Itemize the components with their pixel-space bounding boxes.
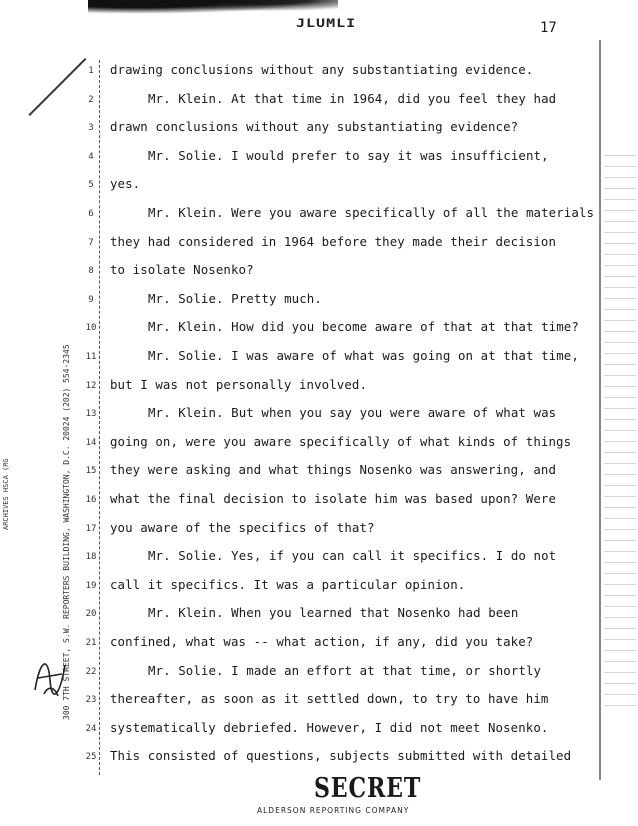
- transcript-line: drawn conclusions without any substantiating evidence?: [110, 119, 519, 135]
- line-number: 8: [88, 266, 94, 277]
- transcript-line: Mr. Klein. But when you say you were aware of what was: [148, 405, 557, 421]
- transcript-line: but I was not personally involved.: [110, 376, 368, 392]
- transcript-line: thereafter, as soon as it settled down, to try to have him: [110, 691, 549, 707]
- transcript-line: to isolate Nosenko?: [110, 262, 254, 278]
- transcript-line: confined, what was -- what action, if any, did you take?: [110, 634, 534, 649]
- line-number: 12: [85, 380, 97, 391]
- line-number: 10: [85, 323, 97, 334]
- line-number: 17: [85, 523, 97, 534]
- line-number: 22: [85, 666, 97, 677]
- line-number: 13: [85, 409, 97, 420]
- footer-company: ALDERSON REPORTING COMPANY: [257, 806, 410, 815]
- header-classification-mark: JLUMLI: [296, 16, 357, 30]
- footer-classification: SECRET: [314, 773, 422, 805]
- line-number: 20: [85, 609, 97, 620]
- line-number: 6: [88, 209, 94, 219]
- margin-pen-stroke: [28, 58, 86, 116]
- line-number: 24: [85, 723, 97, 734]
- line-number: 1: [88, 66, 94, 76]
- transcript-line: Mr. Solie. I would prefer to say it was insufficient,: [148, 147, 549, 163]
- transcript-line: Mr. Solie. I was aware of what was going on at that time,: [148, 348, 579, 363]
- top-scan-smudge: [88, 0, 338, 16]
- archive-stamp: [2, 290, 16, 530]
- transcript-line: Mr. Klein. At that time in 1964, did you feel they had: [148, 90, 557, 106]
- right-margin-rule: [599, 40, 601, 780]
- transcript-line: Mr. Klein. How did you become aware of that at that time?: [148, 319, 579, 335]
- line-number: 4: [88, 151, 94, 162]
- left-margin-rule: [99, 60, 101, 775]
- line-number: 11: [85, 352, 97, 362]
- transcript-line: Mr. Klein. Were you aware specifically of all the materials: [148, 205, 595, 220]
- line-number: 23: [85, 695, 97, 706]
- transcript-line: going on, were you aware specifically of what kinds of things: [110, 433, 572, 449]
- reporter-address-text: 300 7TH STREET, S.W. REPORTERS BUILDING, WASHINGTON, D.C. 20024 (202) 554-2345: [62, 344, 71, 720]
- line-number: 16: [85, 495, 97, 505]
- line-number: 25: [85, 752, 97, 763]
- line-number: 15: [85, 466, 97, 477]
- transcript-line: what the final decision to isolate him was based upon? Were: [110, 491, 557, 506]
- transcript-line: Mr. Solie. Yes, if you can call it specifics. I do not: [148, 548, 557, 564]
- line-number: 19: [85, 580, 97, 591]
- transcript-line: Mr. Klein. When you learned that Nosenko had been: [148, 605, 519, 621]
- transcript-line: Mr. Solie. Pretty much.: [148, 290, 322, 306]
- archive-stamp-text: ARCHIVES HSCA (RG: [2, 458, 10, 530]
- transcript-line: call it specifics. It was a particular opinion.: [110, 576, 466, 592]
- transcript-line: This consisted of questions, subjects submitted with detailed: [110, 748, 572, 764]
- transcript-line: they were asking and what things Nosenko was answering, and: [110, 462, 557, 478]
- transcript-line: systematically debriefed. However, I did not meet Nosenko.: [110, 719, 549, 735]
- line-number: 14: [85, 437, 97, 448]
- scan-edge-noise: [604, 150, 636, 710]
- transcript-line: yes.: [110, 176, 141, 192]
- transcript-line: drawing conclusions without any substantiating evidence.: [110, 62, 534, 77]
- line-number: 9: [88, 294, 94, 305]
- page-number: 17: [540, 20, 557, 36]
- line-number: 2: [88, 94, 94, 105]
- line-number: 18: [85, 552, 97, 563]
- transcript-line: Mr. Solie. I made an effort at that time, or shortly: [148, 662, 542, 678]
- line-number: 7: [88, 237, 94, 248]
- transcript-line: you aware of the specifics of that?: [110, 519, 375, 535]
- transcript-line: they had considered in 1964 before they made their decision: [110, 233, 557, 249]
- line-number: 21: [85, 638, 97, 648]
- line-number: 3: [88, 123, 94, 134]
- line-number: 5: [88, 180, 94, 191]
- handwritten-initials: [30, 650, 70, 700]
